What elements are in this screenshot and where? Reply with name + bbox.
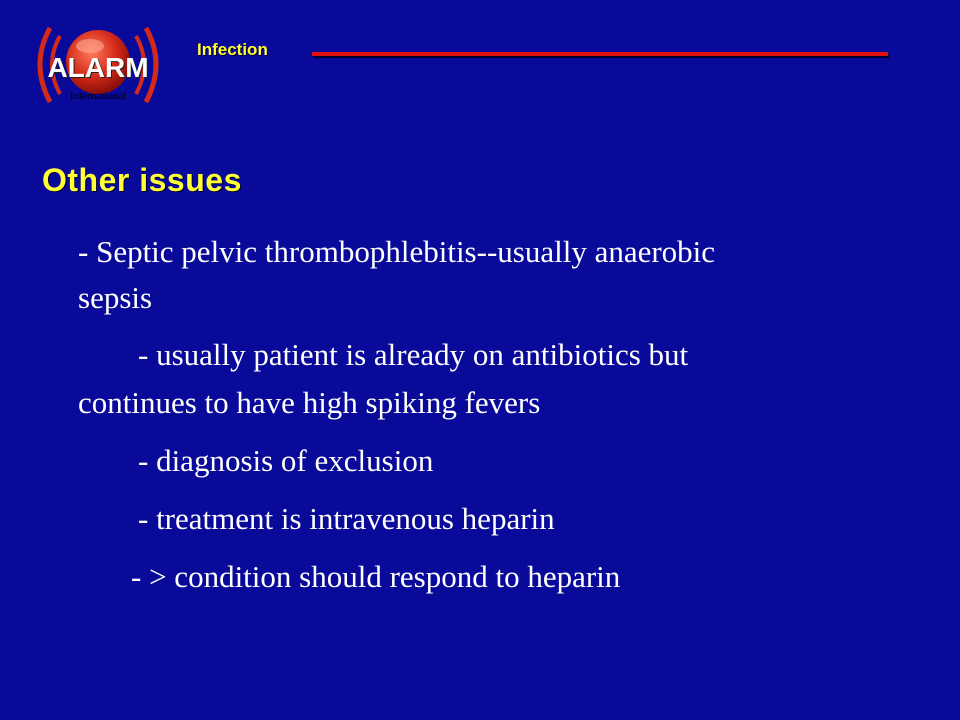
bullet-line-1-continued: sepsis xyxy=(78,280,153,315)
bullet-line-1: - Septic pelvic thrombophlebitis--usually anaerobic xyxy=(78,234,716,269)
header-title: Infection xyxy=(197,40,268,59)
section-title: Other issues xyxy=(42,162,242,198)
bullet-line-5: - > condition should respond to heparin xyxy=(131,559,621,594)
bullet-line-3: - diagnosis of exclusion xyxy=(138,443,434,478)
bullet-line-2-continued: continues to have high spiking fevers xyxy=(78,385,541,420)
alarm-logo xyxy=(28,16,168,112)
logo-subtitle: International xyxy=(69,90,127,102)
logo-name: ALARM xyxy=(47,52,149,83)
bullet-line-4: - treatment is intravenous heparin xyxy=(138,501,555,536)
header-divider xyxy=(312,52,888,56)
bullet-line-2: - usually patient is already on antibiotics but xyxy=(138,337,689,372)
